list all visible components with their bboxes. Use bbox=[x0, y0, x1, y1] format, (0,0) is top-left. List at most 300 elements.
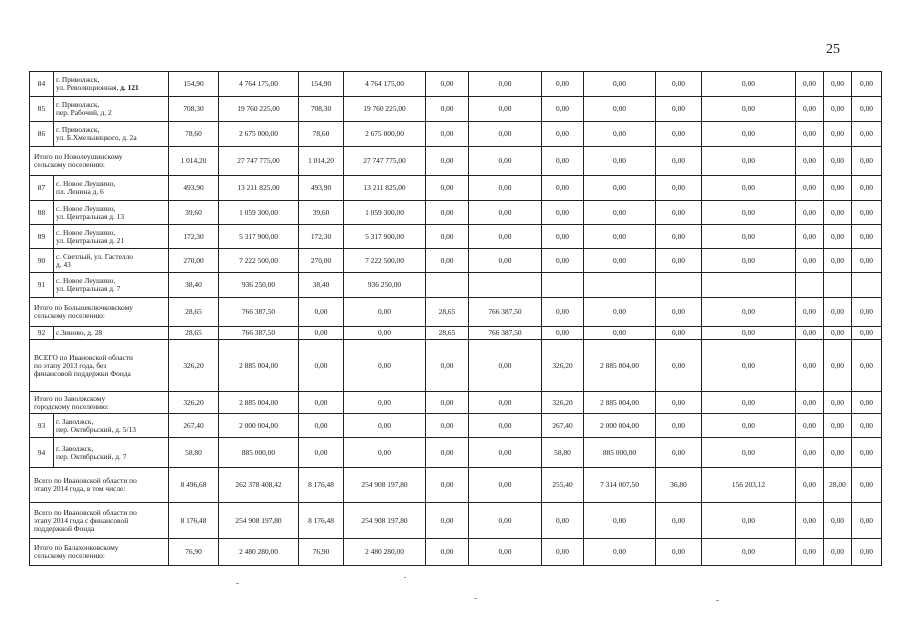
total-label-line: Итого по Балахонковскому bbox=[34, 543, 119, 552]
value-cell: 766 387,50 bbox=[219, 298, 299, 327]
address-line: г. Заволжск, bbox=[56, 443, 94, 453]
value-cell: 0,00 bbox=[656, 147, 702, 176]
value-cell: 0,00 bbox=[824, 249, 852, 273]
value-cell: 8 176,48 bbox=[169, 503, 219, 539]
value-cell: 0,00 bbox=[796, 468, 824, 503]
total-label-line: по этапу 2013 года, без bbox=[34, 360, 107, 370]
value-cell: 0,00 bbox=[656, 201, 702, 225]
address-cell bbox=[54, 122, 169, 147]
value-cell: 0,00 bbox=[469, 122, 542, 147]
table-row bbox=[30, 414, 882, 438]
row-number: 88 bbox=[30, 201, 54, 225]
value-cell: 8 176,48 bbox=[299, 468, 344, 503]
address-line: г. Заволжск, bbox=[56, 416, 94, 426]
value-cell: 0,00 bbox=[824, 72, 852, 97]
value-cell: 0,00 bbox=[426, 414, 469, 438]
value-cell: 0,00 bbox=[299, 340, 344, 392]
value-cell: 493,90 bbox=[299, 176, 344, 201]
value-cell: 326,20 bbox=[542, 392, 584, 414]
address-line: с. Новое Леушино, bbox=[56, 276, 116, 285]
value-cell: 0,00 bbox=[426, 122, 469, 147]
value-cell: 7 222 500,00 bbox=[344, 249, 426, 273]
value-cell: 1 059 300,00 bbox=[344, 201, 426, 225]
value-cell: 0,00 bbox=[469, 340, 542, 392]
total-label-line: этапу 2014 года с финансовой bbox=[34, 515, 129, 525]
value-cell: 78,60 bbox=[169, 122, 219, 147]
value-cell: 766 387,50 bbox=[219, 327, 299, 340]
table-row bbox=[30, 201, 882, 225]
total-label-line: городскому поселению: bbox=[34, 401, 109, 411]
value-cell: 0,00 bbox=[852, 201, 882, 225]
value-cell: 0,00 bbox=[469, 225, 542, 249]
value-cell: 0,00 bbox=[542, 249, 584, 273]
value-cell: 0,00 bbox=[584, 249, 656, 273]
value-cell: 5 317 900,00 bbox=[344, 225, 426, 249]
value-cell: 0,00 bbox=[702, 97, 796, 122]
value-cell: 0,00 bbox=[824, 225, 852, 249]
address-line: г. Приволжск, bbox=[56, 125, 100, 134]
value-cell: 0,00 bbox=[702, 340, 796, 392]
value-cell: 0,00 bbox=[824, 414, 852, 438]
value-cell: 0,00 bbox=[852, 97, 882, 122]
value-cell: 0,00 bbox=[796, 122, 824, 147]
table-row bbox=[30, 438, 882, 468]
table-row bbox=[30, 72, 882, 97]
value-cell: 13 211 825,00 bbox=[219, 176, 299, 201]
address-line: д. 43 bbox=[56, 259, 71, 269]
value-cell: 0,00 bbox=[796, 201, 824, 225]
value-cell: 0,00 bbox=[426, 249, 469, 273]
value-cell: 0,00 bbox=[824, 327, 852, 340]
total-label bbox=[30, 340, 169, 392]
value-cell: 0,00 bbox=[656, 327, 702, 340]
address-line: с. Новое Леушино, bbox=[56, 227, 116, 237]
value-cell: 262 378 408,42 bbox=[219, 468, 299, 503]
value-cell: 0,00 bbox=[469, 438, 542, 468]
address-cell bbox=[54, 176, 169, 201]
value-cell: 885 000,00 bbox=[219, 438, 299, 468]
value-cell: 2 885 004,00 bbox=[219, 392, 299, 414]
value-cell: 27 747 775,00 bbox=[219, 147, 299, 176]
total-row bbox=[30, 468, 882, 503]
value-cell: 0,00 bbox=[656, 225, 702, 249]
value-cell: 0,00 bbox=[426, 392, 469, 414]
value-cell: 0,00 bbox=[852, 72, 882, 97]
value-cell: 0,00 bbox=[824, 147, 852, 176]
value-cell: 0,00 bbox=[344, 298, 426, 327]
value-cell: 0,00 bbox=[656, 503, 702, 539]
value-cell: 0,00 bbox=[299, 438, 344, 468]
total-label-line: поддержкой Фонда bbox=[34, 523, 95, 533]
value-cell: 0,00 bbox=[852, 249, 882, 273]
value-cell: 0,00 bbox=[796, 539, 824, 566]
value-cell: 13 211 825,00 bbox=[344, 176, 426, 201]
address-cell bbox=[54, 438, 169, 468]
value-cell: 0,00 bbox=[426, 176, 469, 201]
value-cell: 0,00 bbox=[824, 392, 852, 414]
value-cell: 154,90 bbox=[169, 72, 219, 97]
value-cell: 326,20 bbox=[169, 340, 219, 392]
table-row bbox=[30, 225, 882, 249]
value-cell: 0,00 bbox=[426, 72, 469, 97]
value-cell: 27 747 775,00 bbox=[344, 147, 426, 176]
value-cell: 326,20 bbox=[169, 392, 219, 414]
total-label-line: сельскому поселению: bbox=[34, 311, 105, 320]
value-cell: 0,00 bbox=[796, 225, 824, 249]
address-line: ул. Б.Хмельницкого, д. 2а bbox=[56, 133, 137, 142]
value-cell: 0,00 bbox=[824, 201, 852, 225]
value-cell: 326,20 bbox=[542, 340, 584, 392]
value-cell: 0,00 bbox=[584, 147, 656, 176]
total-label-line: ВСЕГО по Ивановской области bbox=[34, 352, 133, 362]
row-number: 94 bbox=[30, 438, 54, 468]
value-cell: 0,00 bbox=[824, 298, 852, 327]
value-cell: 0,00 bbox=[542, 201, 584, 225]
value-cell: 0,00 bbox=[542, 503, 584, 539]
value-cell: 708,30 bbox=[169, 97, 219, 122]
address-cell bbox=[54, 97, 169, 122]
address-line: с. Новое Леушино, bbox=[56, 203, 116, 213]
value-cell: 0,00 bbox=[852, 122, 882, 147]
value-cell: 38,40 bbox=[169, 273, 219, 298]
value-cell: 270,00 bbox=[299, 249, 344, 273]
row-number: 93 bbox=[30, 414, 54, 438]
address-line: г. Приволжск, bbox=[56, 100, 100, 109]
value-cell: 0,00 bbox=[796, 298, 824, 327]
value-cell: 172,30 bbox=[169, 225, 219, 249]
address-line: ул. Центральная д. 21 bbox=[56, 235, 125, 245]
value-cell: 0,00 bbox=[542, 97, 584, 122]
value-cell: 156 203,12 bbox=[702, 468, 796, 503]
value-cell: 0,00 bbox=[469, 414, 542, 438]
total-label bbox=[30, 392, 169, 414]
total-label bbox=[30, 503, 169, 539]
value-cell: 0,00 bbox=[344, 392, 426, 414]
value-cell: 0,00 bbox=[824, 340, 852, 392]
value-cell: 39,60 bbox=[299, 201, 344, 225]
value-cell: 0,00 bbox=[469, 147, 542, 176]
value-cell: 0,00 bbox=[469, 176, 542, 201]
value-cell: 0,00 bbox=[702, 438, 796, 468]
value-cell: 0,00 bbox=[656, 72, 702, 97]
value-cell: 936 250,00 bbox=[344, 273, 426, 298]
value-cell: 78,60 bbox=[299, 122, 344, 147]
value-cell: 0,00 bbox=[469, 468, 542, 503]
value-cell bbox=[426, 273, 469, 298]
row-number: 87 bbox=[30, 176, 54, 201]
total-label bbox=[30, 298, 169, 327]
value-cell: 254 908 197,80 bbox=[219, 503, 299, 539]
value-cell: 0,00 bbox=[702, 298, 796, 327]
value-cell: 0,00 bbox=[656, 539, 702, 566]
value-cell: 2 480 280,00 bbox=[344, 539, 426, 566]
value-cell: 0,00 bbox=[344, 327, 426, 340]
value-cell: 0,00 bbox=[542, 147, 584, 176]
value-cell: 0,00 bbox=[656, 392, 702, 414]
value-cell: 0,00 bbox=[469, 249, 542, 273]
value-cell: 4 764 175,00 bbox=[344, 72, 426, 97]
value-cell: 0,00 bbox=[542, 72, 584, 97]
value-cell: 766 387,50 bbox=[469, 327, 542, 340]
value-cell: 19 760 225,00 bbox=[344, 97, 426, 122]
value-cell: 0,00 bbox=[656, 414, 702, 438]
total-label-line: Итого по Большеключковскому bbox=[34, 303, 133, 312]
value-cell: 267,40 bbox=[169, 414, 219, 438]
value-cell: 0,00 bbox=[796, 147, 824, 176]
value-cell: 2 675 000,00 bbox=[219, 122, 299, 147]
value-cell: 154,90 bbox=[299, 72, 344, 97]
value-cell: 708,30 bbox=[299, 97, 344, 122]
value-cell: 76,90 bbox=[169, 539, 219, 566]
value-cell: 0,00 bbox=[656, 176, 702, 201]
value-cell: 0,00 bbox=[469, 72, 542, 97]
value-cell: 0,00 bbox=[824, 122, 852, 147]
value-cell: 0,00 bbox=[796, 176, 824, 201]
value-cell: 0,00 bbox=[584, 122, 656, 147]
value-cell bbox=[796, 273, 824, 298]
value-cell: 0,00 bbox=[299, 327, 344, 340]
value-cell: 36,80 bbox=[656, 468, 702, 503]
row-number: 91 bbox=[30, 273, 54, 298]
value-cell: 254 908 197,80 bbox=[344, 503, 426, 539]
value-cell: 0,00 bbox=[426, 201, 469, 225]
report-table bbox=[29, 71, 882, 566]
row-number: 86 bbox=[30, 122, 54, 147]
value-cell: 38,40 bbox=[299, 273, 344, 298]
total-label-line: этапу 2014 года, в том числе: bbox=[34, 484, 126, 493]
value-cell: 2 000 004,00 bbox=[584, 414, 656, 438]
value-cell: 0,00 bbox=[426, 225, 469, 249]
address-line: пер. Октябрьский, д. 7 bbox=[56, 451, 127, 461]
value-cell: 0,00 bbox=[584, 201, 656, 225]
row-number: 85 bbox=[30, 97, 54, 122]
total-label-line: сельскому поселению: bbox=[34, 551, 105, 560]
value-cell: 0,00 bbox=[702, 176, 796, 201]
address-line: пер. Рабочий, д. 2 bbox=[56, 108, 112, 117]
value-cell: 4 764 175,00 bbox=[219, 72, 299, 97]
address-cell bbox=[54, 72, 169, 97]
table-row bbox=[30, 176, 882, 201]
value-cell: 8 496,68 bbox=[169, 468, 219, 503]
value-cell: 0,00 bbox=[796, 72, 824, 97]
address-cell bbox=[54, 414, 169, 438]
address-cell bbox=[54, 249, 169, 273]
value-cell: 885 000,00 bbox=[584, 438, 656, 468]
value-cell: 0,00 bbox=[796, 97, 824, 122]
address-line: ул. Центральная д. 7 bbox=[56, 284, 121, 293]
value-cell: 1 059 300,00 bbox=[219, 201, 299, 225]
value-cell: 0,00 bbox=[796, 414, 824, 438]
total-label bbox=[30, 539, 169, 566]
value-cell: 0,00 bbox=[852, 327, 882, 340]
value-cell: 0,00 bbox=[469, 201, 542, 225]
value-cell bbox=[824, 273, 852, 298]
value-cell: 0,00 bbox=[852, 176, 882, 201]
value-cell: 0,00 bbox=[426, 97, 469, 122]
value-cell: 0,00 bbox=[426, 503, 469, 539]
value-cell: 7 314 007,50 bbox=[584, 468, 656, 503]
value-cell: 28,65 bbox=[426, 327, 469, 340]
value-cell: 0,00 bbox=[656, 122, 702, 147]
value-cell: 0,00 bbox=[584, 72, 656, 97]
value-cell: 0,00 bbox=[796, 327, 824, 340]
value-cell: 0,00 bbox=[344, 414, 426, 438]
address-cell bbox=[54, 201, 169, 225]
total-label-line: сельскому поселению: bbox=[34, 160, 105, 169]
table-row bbox=[30, 97, 882, 122]
total-row bbox=[30, 298, 882, 327]
value-cell: 58,80 bbox=[169, 438, 219, 468]
value-cell: 0,00 bbox=[824, 539, 852, 566]
value-cell: 5 317 900,00 bbox=[219, 225, 299, 249]
total-label-line: Итого по Заволжскому bbox=[34, 393, 106, 403]
value-cell: 0,00 bbox=[796, 503, 824, 539]
value-cell: 1 014,20 bbox=[169, 147, 219, 176]
value-cell: 0,00 bbox=[542, 225, 584, 249]
value-cell: 267,40 bbox=[542, 414, 584, 438]
value-cell: 0,00 bbox=[852, 147, 882, 176]
address-line: пер. Октябрьский, д. 5/13 bbox=[56, 424, 136, 434]
value-cell: 0,00 bbox=[426, 438, 469, 468]
total-label-line: Всего по Ивановской области по bbox=[34, 507, 137, 517]
value-cell: 0,00 bbox=[852, 539, 882, 566]
report-body bbox=[30, 72, 882, 566]
value-cell: 58,80 bbox=[542, 438, 584, 468]
total-row bbox=[30, 340, 882, 392]
value-cell bbox=[584, 273, 656, 298]
value-cell: 0,00 bbox=[542, 327, 584, 340]
value-cell: 0,00 bbox=[702, 327, 796, 340]
address-line: ул. Центральная д. 13 bbox=[56, 211, 125, 221]
value-cell: 493,90 bbox=[169, 176, 219, 201]
value-cell: 0,00 bbox=[796, 249, 824, 273]
address-cell bbox=[54, 327, 169, 340]
value-cell: 39,60 bbox=[169, 201, 219, 225]
value-cell: 766 387,50 bbox=[469, 298, 542, 327]
total-row bbox=[30, 503, 882, 539]
value-cell: 0,00 bbox=[796, 340, 824, 392]
address-line: пл. Ленина д. 6 bbox=[56, 187, 104, 196]
value-cell: 0,00 bbox=[852, 340, 882, 392]
value-cell: 270,00 bbox=[169, 249, 219, 273]
value-cell: 0,00 bbox=[584, 176, 656, 201]
total-row bbox=[30, 539, 882, 566]
value-cell: 0,00 bbox=[469, 392, 542, 414]
total-label bbox=[30, 147, 169, 176]
value-cell: 0,00 bbox=[656, 438, 702, 468]
value-cell: 0,00 bbox=[824, 503, 852, 539]
value-cell: 0,00 bbox=[702, 225, 796, 249]
value-cell: 0,00 bbox=[702, 503, 796, 539]
row-number: 90 bbox=[30, 249, 54, 273]
value-cell: 936 250,00 bbox=[219, 273, 299, 298]
value-cell: 0,00 bbox=[852, 225, 882, 249]
address-line: с. Светлый, ул. Гастелло bbox=[56, 251, 133, 261]
value-cell: 0,00 bbox=[584, 298, 656, 327]
row-number: 92 bbox=[30, 327, 54, 340]
value-cell: 2 000 004,00 bbox=[219, 414, 299, 438]
value-cell: 0,00 bbox=[852, 392, 882, 414]
value-cell: 0,00 bbox=[702, 392, 796, 414]
value-cell: 0,00 bbox=[584, 539, 656, 566]
value-cell: 0,00 bbox=[542, 298, 584, 327]
address-line: г. Приволжск, bbox=[56, 75, 100, 84]
table-row bbox=[30, 327, 882, 340]
value-cell: 0,00 bbox=[344, 438, 426, 468]
value-cell: 2 885 004,00 bbox=[219, 340, 299, 392]
address-cell bbox=[54, 225, 169, 249]
table-row bbox=[30, 273, 882, 298]
value-cell: 76,90 bbox=[299, 539, 344, 566]
value-cell: 254 908 197,80 bbox=[344, 468, 426, 503]
value-cell: 0,00 bbox=[299, 392, 344, 414]
total-row bbox=[30, 392, 882, 414]
address-cell bbox=[54, 273, 169, 298]
value-cell: 0,00 bbox=[796, 438, 824, 468]
value-cell: 0,00 bbox=[702, 539, 796, 566]
value-cell bbox=[702, 273, 796, 298]
value-cell: 0,00 bbox=[426, 539, 469, 566]
value-cell: 8 176,48 bbox=[299, 503, 344, 539]
total-row bbox=[30, 147, 882, 176]
address-line: с.Зиново, д. 28 bbox=[56, 328, 103, 337]
value-cell: 255,40 bbox=[542, 468, 584, 503]
value-cell: 0,00 bbox=[702, 122, 796, 147]
address-line: ул. Революционная, д. 121 bbox=[56, 83, 139, 92]
value-cell: 0,00 bbox=[426, 340, 469, 392]
value-cell: 7 222 500,00 bbox=[219, 249, 299, 273]
value-cell: 28,65 bbox=[169, 298, 219, 327]
value-cell: 0,00 bbox=[656, 298, 702, 327]
page-number: 25 bbox=[826, 42, 840, 57]
value-cell: 0,00 bbox=[344, 340, 426, 392]
value-cell: 0,00 bbox=[852, 438, 882, 468]
value-cell: 2 885 004,00 bbox=[584, 392, 656, 414]
value-cell: 0,00 bbox=[469, 503, 542, 539]
value-cell: 0,00 bbox=[702, 72, 796, 97]
value-cell: 0,00 bbox=[702, 249, 796, 273]
value-cell: 0,00 bbox=[584, 503, 656, 539]
value-cell bbox=[852, 273, 882, 298]
value-cell: 0,00 bbox=[584, 327, 656, 340]
value-cell: 1 014,20 bbox=[299, 147, 344, 176]
row-number: 89 bbox=[30, 225, 54, 249]
value-cell: 0,00 bbox=[469, 97, 542, 122]
value-cell: 0,00 bbox=[584, 97, 656, 122]
value-cell: 0,00 bbox=[656, 249, 702, 273]
value-cell: 172,30 bbox=[299, 225, 344, 249]
value-cell bbox=[656, 273, 702, 298]
table-row bbox=[30, 249, 882, 273]
value-cell bbox=[542, 273, 584, 298]
value-cell: 0,00 bbox=[852, 298, 882, 327]
value-cell: 19 760 225,00 bbox=[219, 97, 299, 122]
value-cell: 0,00 bbox=[542, 176, 584, 201]
value-cell: 0,00 bbox=[852, 414, 882, 438]
table-row bbox=[30, 122, 882, 147]
value-cell: 0,00 bbox=[656, 97, 702, 122]
value-cell: 0,00 bbox=[542, 539, 584, 566]
value-cell: 2 885 004,00 bbox=[584, 340, 656, 392]
value-cell: 0,00 bbox=[852, 503, 882, 539]
value-cell: 28,00 bbox=[824, 468, 852, 503]
value-cell: 0,00 bbox=[852, 468, 882, 503]
value-cell: 0,00 bbox=[824, 97, 852, 122]
value-cell: 0,00 bbox=[702, 147, 796, 176]
total-label-line: финансовой поддержки Фонда bbox=[34, 368, 131, 378]
value-cell: 0,00 bbox=[702, 201, 796, 225]
value-cell: 0,00 bbox=[584, 225, 656, 249]
